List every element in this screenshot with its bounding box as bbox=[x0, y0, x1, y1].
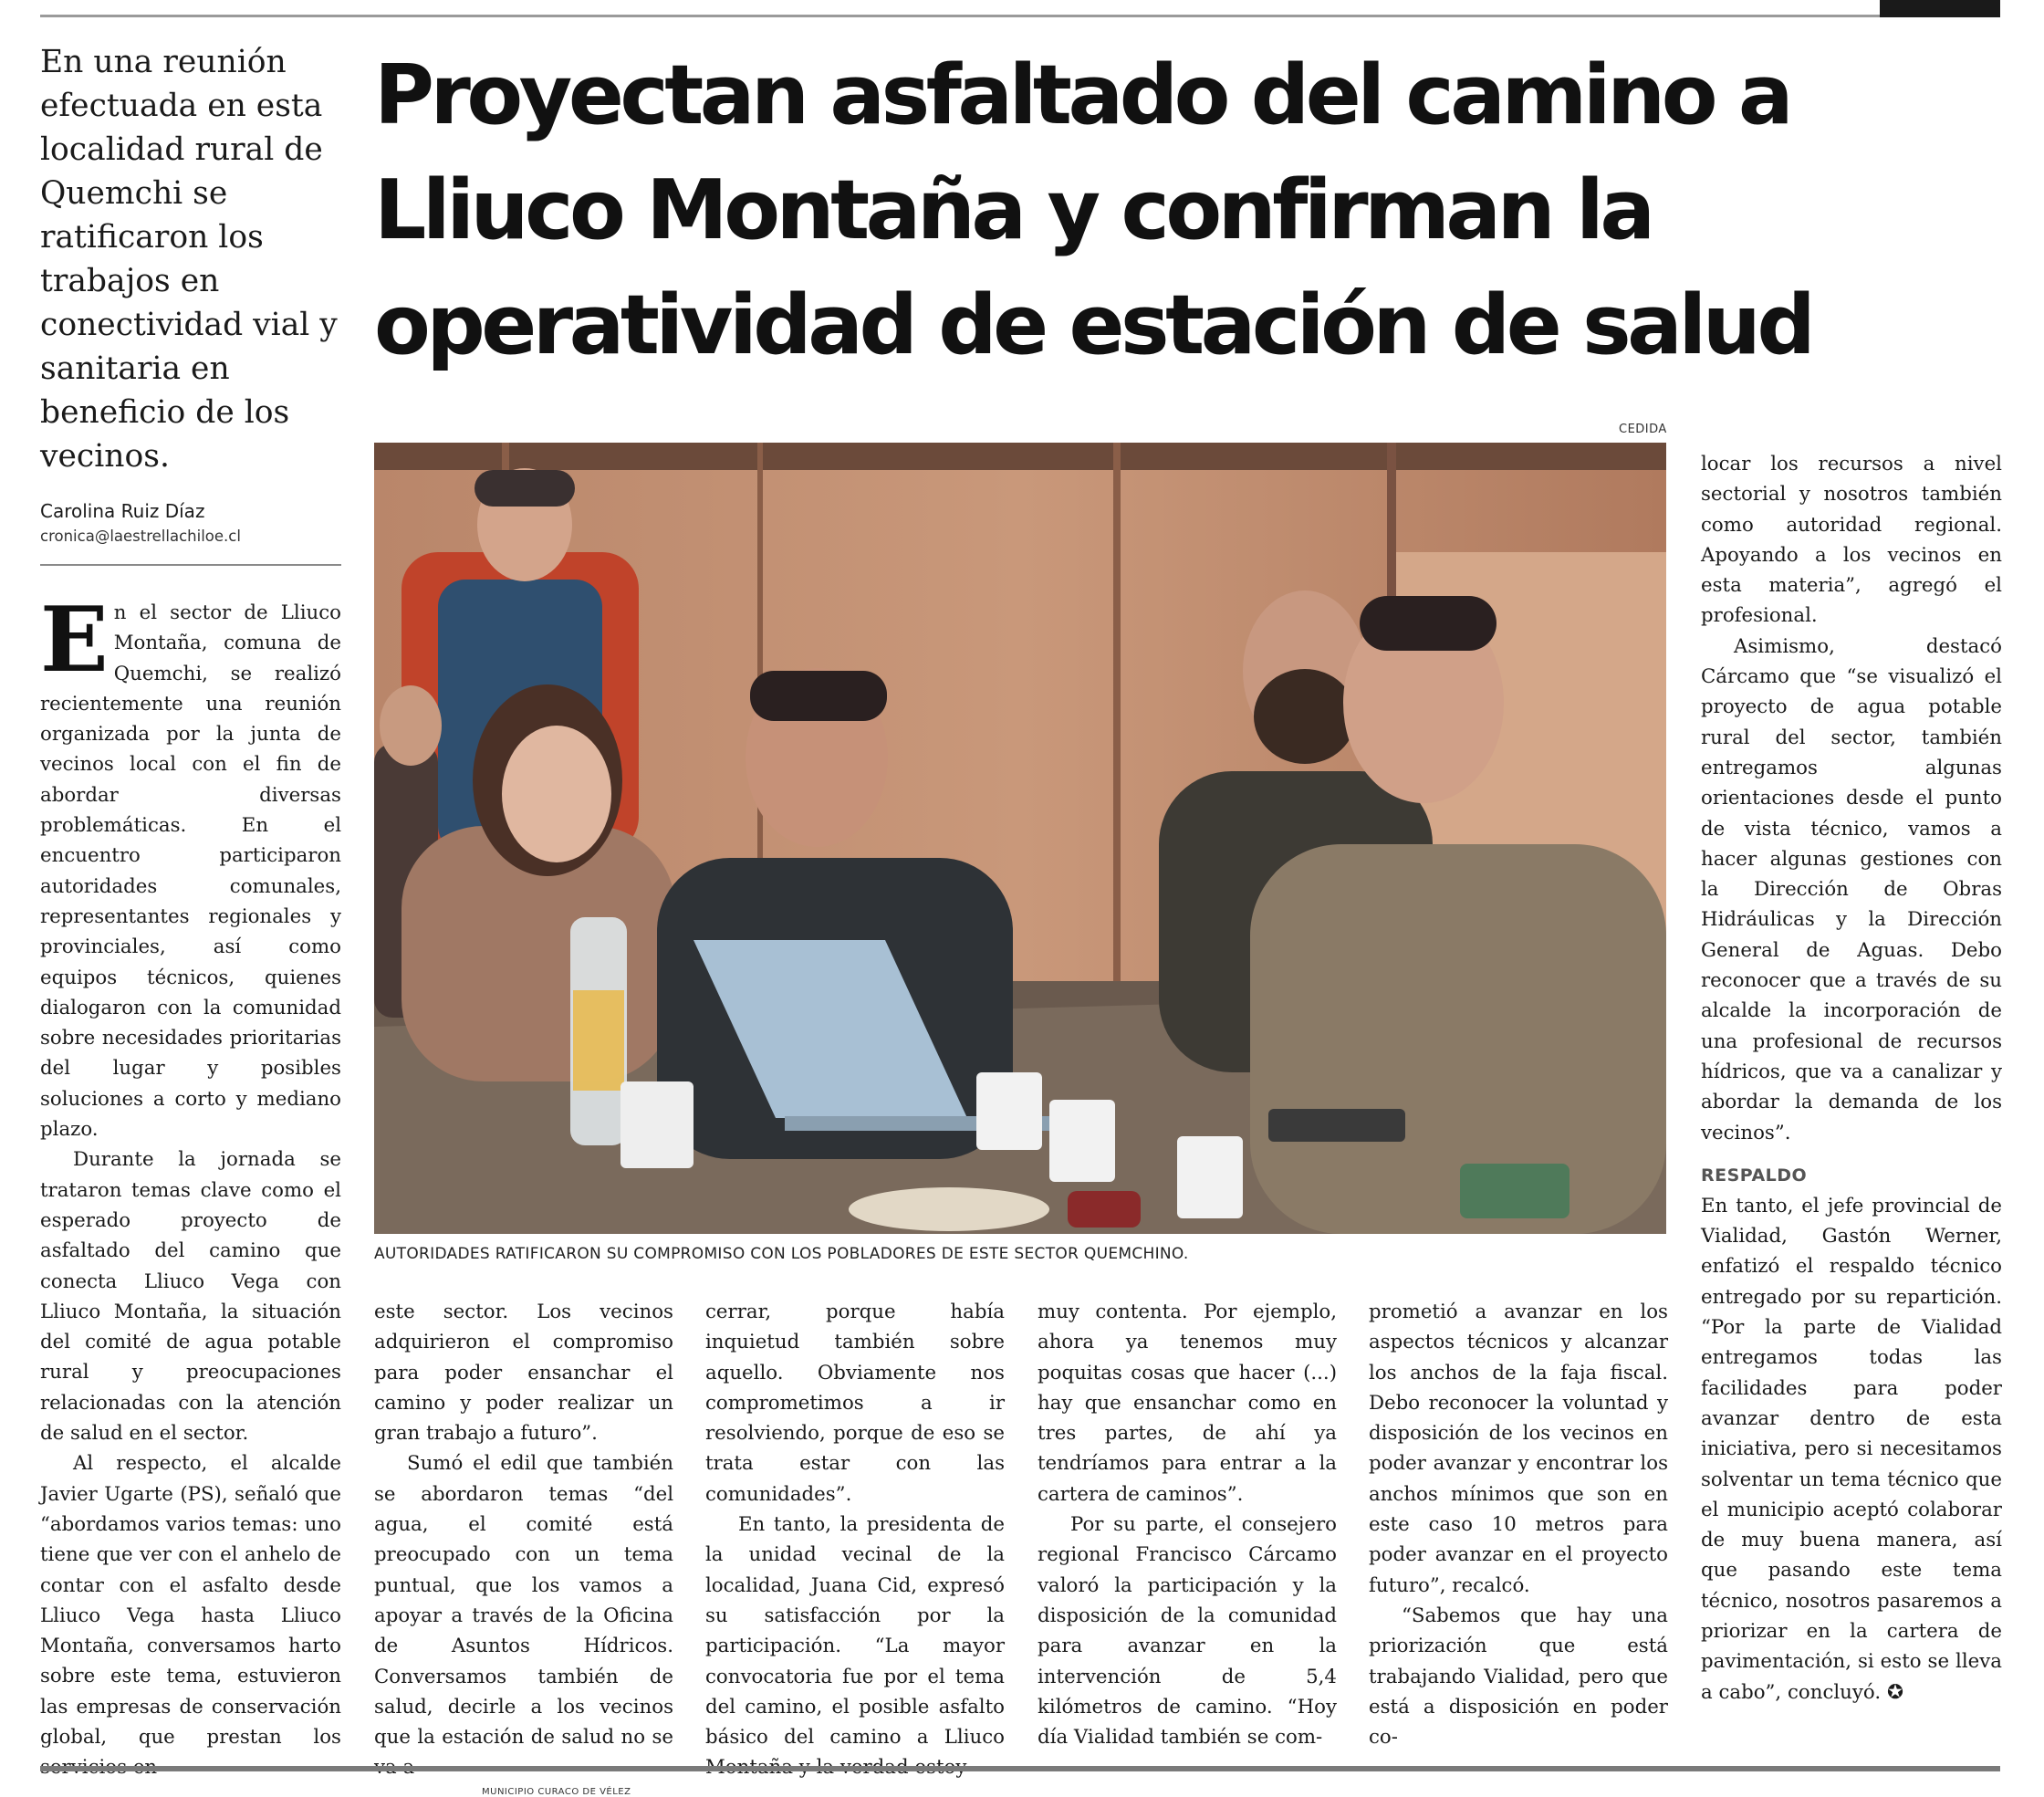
paragraph: En tanto, la presidenta de la unidad vecinal de la localidad, Juana Cid, expresó su satisfacción por la participación. “La mayor convocatoria fue por el tema del camino, el posible asfalto básico del camino a Lliuco bbox=[705, 1513, 1005, 1750]
paragraph: Por su parte, el consejero regional Francisco Cárcamo valoró la participación y la disposición de la comunidad para avanzar en la intervención de 5,4 kilómetros de camino. “Hoy día Vialidad también se com- bbox=[1038, 1513, 1337, 1750]
photo-caption: AUTORIDADES RATIFICARON SU COMPROMISO CON LOS POBLADORES DE ESTE SECTOR QUEMCHINO. bbox=[374, 1245, 1189, 1263]
paragraph: Sumó el edil que también se abordaron temas “del agua, el comité está preocupado con un tema puntual, que los vamos a apoyar a través de la Oficina de Asuntos Hídricos. Conversamos también de salud, decirle a los vecinos que la estación de salud no se bbox=[374, 1452, 673, 1750]
paragraph: Asimismo, destacó Cárcamo que “se visualizó el proyecto de agua potable rural del sector, también entregamos algunas orientaciones desde el punto de vista técnico, vamos a hacer algunas gestiones con la Dirección de Obras Hidráulicas y la Dirección General de Aguas. Debo reconocer que a través de su alcalde la incorporación de una profesional de recursos hídricos, que va a canalizar y abordar la demanda de los vecinos”. bbox=[1701, 634, 2002, 1144]
body-column-1 bbox=[40, 588, 341, 1752]
paragraph: “Sabemos que hay una priorización que está trabajando Vialidad, pero que está a disposición en poder co- bbox=[1369, 1604, 1668, 1750]
article-photo bbox=[374, 443, 1666, 1234]
paragraph: locar los recursos a nivel sectorial y nosotros también como autoridad regional. Apoyando a los vecinos en esta materia”, agregó el profesional. bbox=[1701, 453, 2002, 628]
paragraph: muy contenta. Por ejemplo, ahora ya tenemos muy poquitas cosas que hacer (...) hay que ensanchar como en tres partes, de ahí ya tendríamos para entrar a la cartera de caminos”. bbox=[1038, 1301, 1337, 1506]
paragraph: este sector. Los vecinos adquirieron el compromiso para poder ensanchar el camino y poder realizar un gran trabajo a futuro”. bbox=[374, 1301, 673, 1446]
headline bbox=[374, 38, 2008, 383]
author-email[interactable]: cronica@laestrellachiloe.cl bbox=[40, 528, 241, 545]
body-column-3 bbox=[705, 1297, 1005, 1753]
next-article-teaser: MUNICIPIO CURACO DE VÉLEZ bbox=[482, 1787, 631, 1797]
body-column-4 bbox=[1038, 1297, 1337, 1753]
top-rule bbox=[40, 15, 2000, 17]
paragraph: cerrar, porque había inquietud también sobre aquello. Obviamente nos comprometimos a ir resolviendo, porque de eso se trata estar con las comunidades”. bbox=[705, 1301, 1005, 1506]
section-tab-block bbox=[1880, 0, 2000, 17]
paragraph: prometió a avanzar en los aspectos técnicos y alcanzar los anchos de la faja fiscal. Debo reconocer la voluntad y disposición de los vecinos en poder avanzar y encontrar los anchos mínimos que son en este caso 10 metros para poder avanzar en el proyecto futuro”, recalcó. bbox=[1369, 1301, 1668, 1597]
body-column-5 bbox=[1369, 1297, 1668, 1753]
paragraph: n el sector de Lliuco Montaña, comuna de Quemchi, se realizó recientemente una reunión organizada por la junta de vecinos local con el fin de abordar diversas problemáticas. En el encuentro participaron autoridades comunales, representantes regionales y provinciales, así como equipos técnicos, quienes dialogaron con la comunidad sobre necesidades prioritarias del lugar y posibles soluciones a corto y mediano plazo. bbox=[40, 601, 341, 1142]
bottom-rule bbox=[40, 1766, 2000, 1771]
headline-line-2: Lliuco Montaña y confirman la bbox=[374, 162, 1652, 258]
end-mark-icon: ✪ bbox=[1886, 1680, 1903, 1704]
paragraph: Al respecto, el alcalde Javier Ugarte (PS), señaló que “abordamos varios temas: uno tiene que ver con el anhelo de contar con el asfalto desde Lliuco Vega hasta Lliuco Montaña, conversamos harto sobre este tema, estuvieron las empresas de conservación global, que prestan los bbox=[40, 1452, 341, 1749]
paragraph bbox=[1701, 1191, 2002, 1708]
article-lead: En una reunión efectuada en esta localidad rural de Quemchi se ratificaron los trabajos en conectividad vial y sanitaria en beneficio de los vecinos. bbox=[40, 44, 338, 475]
drop-cap: E bbox=[40, 588, 109, 693]
section-subhead: RESPALDO bbox=[1701, 1165, 1808, 1186]
headline-line-1: Proyectan asfaltado del camino a bbox=[374, 47, 1790, 143]
body-column-6 bbox=[1701, 449, 2002, 1754]
meeting-photo-illustration bbox=[374, 443, 1666, 1234]
body-column-2 bbox=[374, 1297, 673, 1753]
author-divider bbox=[40, 564, 341, 566]
author-name: Carolina Ruiz Díaz bbox=[40, 500, 205, 522]
headline-line-3: operatividad de estación de salud bbox=[374, 277, 1812, 373]
photo-credit: CEDIDA bbox=[1619, 423, 1667, 436]
closing-paragraph-text: En tanto, el jefe provincial de Vialidad, Gastón Werner, enfatizó el respaldo técnico entregado por su repartición. “Por la parte de Vialidad entregamos todas las facilidades para poder avanzar dentro de esta iniciativa, pero si necesitamos solventar un tema técnico que el municipio aceptó colaborar de muy buena manera, así que pasando este tema técnico, nosotros pasaremos a priorizar en la cartera de pavimentación, si esto se lleva a cabo”, concluyó. bbox=[1701, 1194, 2002, 1704]
paragraph: Durante la jornada se trataron temas clave como el esperado proyecto de asfaltado del camino que conecta Lliuco Vega con Lliuco Montaña, la situación del comité de agua potable rural y preocupaciones relacionadas con la atención de salud en el sector. bbox=[40, 1148, 341, 1446]
